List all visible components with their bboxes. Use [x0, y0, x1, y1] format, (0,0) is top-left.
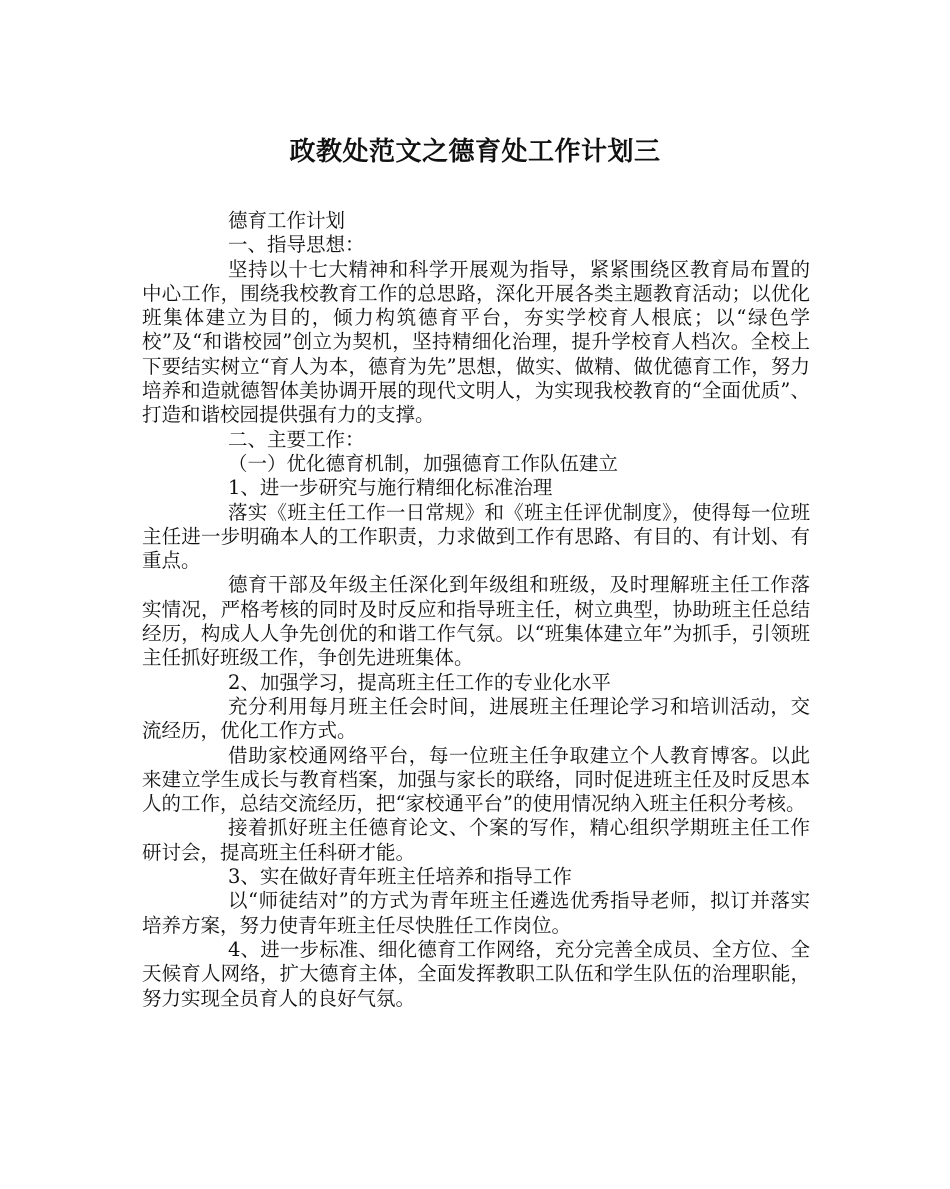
paragraph-guiding-thought: 坚持以十七大精神和科学开展观为指导，紧紧围绕区教育局布置的中心工作，围绕我校教育工作的总思路，深化开展各类主题教育活动；以优化班集体建立为目的，倾力构筑德育平台，夯实学校育人根底；以“绿色学校”及“和谐校园”创立为契机，坚持精细化治理，提升学校育人档次。全校上下要结实树立“育人为本，德育为先”思想，做实、做精、做优德育工作，努力培养和造就德智体美协调开展的现代文明人，为实现我校教育的“全面优质”、打造和谐校园提供强有力的支撑。: [142, 257, 810, 427]
paragraph-item-2-heading: 2、加强学习，提高班主任工作的专业化水平: [228, 670, 611, 694]
paragraph-item-2-text-a: 充分利用每月班主任会时间，进展班主任理论学习和培训活动，交流经历，优化工作方式。: [142, 694, 810, 743]
paragraph-section-2-heading: 二、主要工作：: [228, 427, 365, 451]
paragraph-plan-heading: 德育工作计划: [228, 209, 346, 232]
document-title: 政教处范文之德育处工作计划三: [289, 137, 661, 167]
paragraph-item-1-text-b: 德育干部及年级主任深化到年级组和班级，及时理解班主任工作落实情况，严格考核的同时及时反应和指导班主任，树立典型，协助班主任总结经历，构成人人争先创优的和谐工作气氛。以“班集体建立年”为抓手，引领班主任抓好班级工作，争创先进班集体。: [142, 573, 810, 670]
paragraph-item-1-text-a: 落实《班主任工作一日常规》和《班主任评优制度》，使得每一位班主任进一步明确本人的工作职责，力求做到工作有思路、有目的、有计划、有重点。: [142, 500, 810, 573]
paragraph-item-3-text: 以“师徒结对”的方式为青年班主任遴选优秀指导老师，拟订并落实培养方案，努力使青年班主任尽快胜任工作岗位。: [142, 889, 810, 937]
document-body: [142, 209, 810, 1011]
paragraph-item-3-heading: 3、实在做好青年班主任培养和指导工作: [228, 865, 572, 889]
paragraph-item-1-heading: 1、进一步研究与施行精细化标准治理: [228, 476, 553, 500]
paragraph-item-2-text-b: 借助家校通网络平台，每一位班主任争取建立个人教育博客。以此来建立学生成长与教育档案，加强与家长的联络，同时促进班主任及时反思本人的工作，总结交流经历，把“家校通平台”的使用情况纳入班主任积分考核。: [142, 743, 810, 816]
paragraph-subsection-1-heading: （一）优化德育机制，加强德育工作队伍建立: [228, 451, 619, 475]
paragraph-item-4-text: 4、进一步标准、细化德育工作网络，充分完善全成员、全方位、全天候育人网络，扩大德育主体，全面发挥教职工队伍和学生队伍的治理职能，努力实现全员育人的良好气氛。: [142, 937, 810, 1010]
paragraph-section-1-heading: 一、指导思想：: [228, 233, 365, 257]
paragraph-item-2-text-c: 接着抓好班主任德育论文、个案的写作，精心组织学期班主任工作研讨会，提高班主任科研才能。: [142, 816, 810, 864]
